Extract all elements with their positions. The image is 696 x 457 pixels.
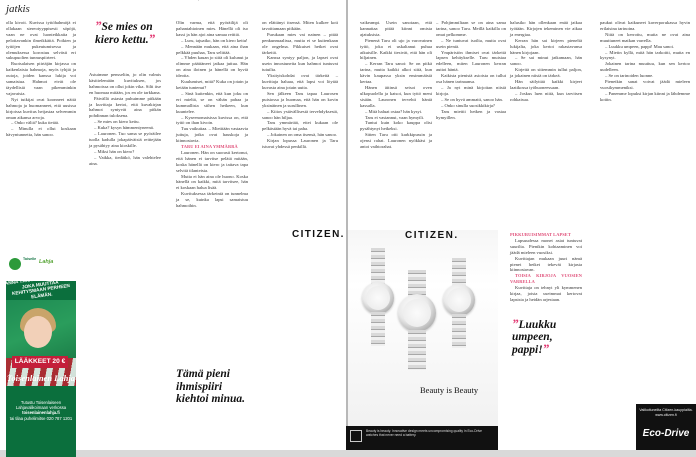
paragraph: Jokainen tarina muuttuu, kun sen kertoo uudelleen. bbox=[600, 61, 690, 73]
paragraph: Sitten Taru otti karkkipussin ja ojensi rahat. Lauronen nyökkäsi ja antoi vaihtorahat. bbox=[360, 132, 432, 150]
paragraph: Pienenä Taru oli ujo ja varovainen tyttö, joka ei uskaltanut puhua aikuisille. Kaikki tiesivät, että hän oli hiljainen. bbox=[360, 37, 432, 61]
paragraph: Lauronen. Hän on suorasti kertonut, että hänen ei tarvitse pelätä mitään, koska hänellä on kiero ja taitava tapa selvitä tilanteista. bbox=[176, 149, 248, 173]
left-page bbox=[0, 0, 346, 450]
paragraph: Kanssa syntyy paljon, ja lapset ovat usein innostuneita kun hahmot tuntuvat tutuilta. bbox=[262, 55, 338, 73]
watch-face bbox=[366, 286, 390, 310]
article-column-7 bbox=[510, 20, 582, 232]
paragraph: Kaikista pienistä asioista on tullut osa hänen tarinaansa. bbox=[436, 73, 506, 85]
article-column-6 bbox=[436, 20, 506, 232]
paragraph: Taru ymmärtää, ettei kukaan ole pelkästään hyvä tai paha. bbox=[262, 120, 338, 132]
paragraph: Kirjeitä on sittemmin tullut paljon, ja jokainen niistä on tärkeä. bbox=[510, 67, 582, 79]
watch-face bbox=[447, 288, 471, 312]
paragraph: Ympäristön ihmiset ovat tärkeitä lapsen kehitykselle. Taru muistaa edelleen, miten Lauronen kerran auttoi häntä. bbox=[436, 49, 506, 73]
paragraph: – Mietin kyllä, mitä hän tarkoitti, mutta en kysynyt. bbox=[600, 49, 690, 61]
paragraph: Hänen äitinsä seisoi oven ulkopuolella ja katsoi, kun tyttö meni sisään. Lauronen tervehti häntä kassalla. bbox=[360, 84, 432, 108]
watch-band bbox=[452, 314, 466, 348]
paragraph: – Se sai minut jatkamaan, hän sanoo. bbox=[510, 55, 582, 67]
eco-drive-badge[interactable] bbox=[636, 404, 696, 450]
watch-band-spacer bbox=[198, 0, 199, 1]
quote-mark: ” bbox=[148, 31, 156, 46]
paragraph: – Joskus luen niitä, kun tarvitsen rohkaisua. bbox=[510, 90, 582, 102]
paragraph: Sen jälkeen Taru tapaa Laurosen puistossa ja huomaa, että hän on kovin yksinäinen ja surullinen. bbox=[262, 90, 338, 108]
ad-footer bbox=[6, 396, 76, 457]
citizen-logo: CITIZEN. bbox=[405, 230, 459, 241]
paragraph: Mutta ei hän aina ole huono. Koska hänellä on kaikki, mitä tarvitsee, hän ei koskaan halua lisää. bbox=[176, 173, 248, 191]
paragraph: – Luukku umpeen, pappi! Mau sanoi. bbox=[605, 43, 675, 49]
ad-slogan: ANNA TÄNÄ JOULUNA LAHJA, JOKA MUUTTAA KEHITYSMAAN PERHEEN ELÄMÄN. bbox=[4, 271, 75, 300]
citizen-tagline: Beauty is Beauty bbox=[420, 385, 479, 395]
paragraph: – Kuka? kysyn hämmentyneenä. bbox=[94, 125, 154, 131]
paragraph: – Kyseenomaisissa kuvissa on, että tyttö on ihan kivoin. bbox=[176, 114, 248, 126]
watch-band bbox=[408, 330, 426, 370]
paragraph: Taru miettii hetken ja vastaa hymyillen. bbox=[436, 108, 506, 120]
paragraph: vaikeampi. Usein sanotaan, että kannattaa pitää kiinni omista ajatuksista. bbox=[360, 20, 432, 37]
running-head: jatkis bbox=[6, 3, 30, 15]
paragraph: Yksityiskohdat ovat tärkeitä – kuvittaja haluaa, että lapsi voi löytää kuvasta aina jotain uutta. bbox=[262, 73, 338, 90]
ad-script-title: Toisenlainen Lahja bbox=[7, 373, 75, 383]
paragraph: Ruotsalaisen piirtäjän kirjassa on kaikenlaisia hahmoja, myös tyhjiä ja outoja, joiden kanssa lukija voi samaistua. Hahmot eivät ole täydellisiä vaan pikemminkin vajavaisia. bbox=[6, 61, 76, 96]
subheading: TARU EI AINA YMMÄRRÄ bbox=[181, 144, 238, 150]
paragraph: – Ne tuntuvat isoilta, mutta ovat usein pieniä. bbox=[436, 37, 506, 49]
paragraph: Kuvittajan mukaan juuri nämä pienet hetket tekevät kirjasta kiinnostavan. bbox=[510, 255, 582, 273]
paragraph: Kuvittaja on tehnyt yli kymmenen kirjaa, joista useimmat kertovat lapsista ja heidän arjestaan. bbox=[510, 285, 582, 302]
watch-face bbox=[403, 299, 431, 327]
article-column-3 bbox=[176, 20, 248, 360]
paragraph: Niitä on kerrottu, mutta ne ovat aina muuttuneet matkan varrella. bbox=[600, 31, 690, 43]
citizen-mark-icon bbox=[350, 430, 362, 442]
ad-footer-phone: tai tilaa puhelimitse 020 787 1201 bbox=[9, 415, 73, 421]
paragraph: Lapsuudessa monet asiat tuntuvat suurilta. Pienikin kohtaaminen voi jäädä mieleen vuosiksi. bbox=[510, 237, 582, 255]
paragraph: Tuntui kuin koko kauppa olisi pysähtynyt hetkeksi. bbox=[360, 120, 432, 132]
paragraph: Pienetkin sanat voivat jäädä mieleen vuosikymmeniksi. bbox=[600, 79, 690, 90]
paragraph: Nyt tutkijat ovat koonneet näitä hahmoja ja huomanneet, että uusissa kirjoissa kuvitus heijastaa selvemmin oman aikansa arvoja. bbox=[6, 96, 76, 120]
paragraph: – Mitä haluat ostaa? hän kysyi. bbox=[365, 108, 423, 114]
article-column-5 bbox=[360, 20, 432, 232]
globe-icon bbox=[9, 258, 21, 270]
paragraph: Kirjan lopussa Lauronen ja Taru istuvat yhdessä penkillä. bbox=[262, 138, 338, 150]
article-column-7b bbox=[510, 232, 582, 322]
quote-mark: ” bbox=[95, 18, 102, 33]
paragraph: – Yhden kauan jo siitä oli kulunut ja olimme päättäneet jatkaa juttua. Hän on aina iloinen ja hänellä on hyviä ideoita. bbox=[176, 55, 248, 79]
child-face-shape bbox=[24, 316, 52, 348]
paragraph: – Pohjimmiltaan se on aina sama tarina, sanoo Taru. Meillä kaikilla on omat pelkomme. bbox=[436, 20, 506, 37]
citizen-logo: CITIZEN. bbox=[292, 229, 345, 240]
paragraph: – Kiitos ystävällisestä tervehdyksestä, sanoo hän hiljaa. bbox=[262, 108, 338, 120]
paragraph: Kuulumiset, mitä? Kuka on jotain ja ketään tuntenut? bbox=[176, 79, 248, 90]
paragraph: on elättänyt itsensä. Miten kulkee koti tavoittamaan pitkään. bbox=[262, 20, 338, 31]
paragraph: Olin varma, että pyöräilijä oli pahantahtoinen mies. Hänellä oli iso kassi ja hän ajoi aina samaa reittiä. bbox=[176, 20, 248, 37]
charity-advertisement[interactable] bbox=[6, 254, 76, 450]
citizen-ad-panel[interactable] bbox=[348, 230, 498, 450]
paragraph: – Luru, tajuatko, hän on kiero kettu! bbox=[181, 37, 248, 43]
pull-quote-text: Tämä pieni ihmispiiri kiehtoi minua. bbox=[176, 368, 246, 405]
paragraph: – Se on tarinoiden luonne. bbox=[605, 73, 654, 79]
paragraph: Taru ei vastannut, vaan hymyili. bbox=[365, 114, 425, 120]
eco-drive-retail-text: Valikoituneilta Citizen-kauppiailta. www.citizen.fi bbox=[639, 408, 693, 417]
quote-mark: ” bbox=[542, 341, 550, 356]
paragraph: – Se on hyvä ammatti, sanoo hän. bbox=[441, 96, 504, 102]
watch-icon bbox=[362, 282, 394, 314]
citizen-fine-print: Beauty is beauty. Innovative design meets uncompromising quality in Eco-Drive watches that never need a battery. bbox=[366, 429, 482, 438]
paragraph: – Sinä kuitenkin, että kun joku on eri mieltä, se on vähän pahaa ja kummallista siihen hetkeen, kun kuuntelee. bbox=[176, 90, 248, 114]
ad-footer-url[interactable]: toisenlainenlahja.fi bbox=[22, 410, 60, 416]
ad-brand-name: Lahja bbox=[39, 259, 54, 265]
paragraph: – Jokainen on oma itsensä, hän sanoo. bbox=[267, 132, 338, 138]
paragraph: – Onko väliä? kuka tietää. bbox=[11, 120, 60, 126]
paragraph: – Panemme lopuksi kirjan kiinni ja lähdemme kotiin. bbox=[600, 90, 690, 102]
article-column-1 bbox=[6, 20, 76, 252]
paragraph: – Kerran Taru sanoi: Se on pitkä tarina, mutta kaikki alkoi siitä, kun kävin kaupassa yksin ensimmäistä kertaa. bbox=[360, 61, 432, 85]
citizen-footer-bar bbox=[346, 426, 498, 450]
paragraph: – Miksi hän on kiero? bbox=[94, 148, 135, 154]
paragraph: paukut olivat kaikuneet kaverporukassa hyvin erilaisina tarinoina. bbox=[600, 20, 690, 31]
pull-quote-kettu bbox=[95, 20, 165, 46]
paragraph: – Mennään mukaan, että aina ihan pelkkää puuhaa, Taru selittää. bbox=[176, 43, 248, 55]
paragraph: Astuimme pensseliin, jo olin valmis käsittelemään kuvituksen, jos hahmoissa on ollut jokin vika. Silti itse en huomaa mitään, jos en ole tarkkana. bbox=[89, 72, 161, 95]
watch-band bbox=[371, 312, 385, 346]
watch-icon bbox=[398, 294, 436, 332]
paragraph: Kuvituksessa tärkeintä on tunnelma ja se, kuinka lapsi samaistuu hahmoihin. bbox=[176, 191, 248, 209]
subheading: TOISIA KIRJOJA VUOSIEN VARRELLA bbox=[510, 273, 582, 285]
paragraph: Hän säilyttää kaikki kirjeet laatikossa työhuoneessaan. bbox=[510, 79, 582, 90]
paragraph: – Vaikka, tiedätkö, hän valehtelee aina. bbox=[89, 154, 161, 166]
eco-drive-logo: Eco-Drive bbox=[642, 428, 690, 439]
paragraph: Purukaan mies vai nainen – pitää penkunmaalissa, mutta ei se kuitenkaan ole ongelma. Pikkuiset hetket ovat tärkeitä. bbox=[262, 31, 338, 55]
paragraph: – Lauronen. Tuo sama se pyöräilee tuolla kadulla jokapäiväisiä reittejään ja pysähtyy aina kioskille. bbox=[89, 131, 161, 148]
pull-quote-text: Se mies on kiero kettu. bbox=[95, 21, 153, 46]
ad-footer-text: Tutustu Toisenlaiseen Lahjavalikoimaan verkossa bbox=[15, 400, 67, 411]
article-column-8 bbox=[600, 20, 690, 400]
subheading: PIKKURUISIMMAT LAPSET bbox=[510, 232, 571, 237]
ad-price-tag: LÄÄKKEET 20 € bbox=[12, 356, 68, 368]
paragraph: Kerran hän sai kirjeen pieneltä lukijalta, joka kertoi rakastavansa hänen kirjojaan. bbox=[510, 37, 582, 55]
article-column-2 bbox=[89, 72, 161, 447]
paragraph: halusiko hän ollenkaan enää jatkaa työtään. Kirjojen tekeminen vie aikaa ja energiaa. bbox=[510, 20, 582, 37]
paragraph: olla kivoit. Kuvissa tyttöhahmöjä ei ollakaan stereotyyppisesti söpöjä, vaan ne ovat luonteikkaita ja pelottavankin ilmeikkäitä. Poikien ja tyttöjen pukeutumisessa ja olemuksessa korostuu selvästi eri sukupuolten tunnuspiirteet. bbox=[6, 20, 76, 61]
quote-mark: ” bbox=[512, 316, 519, 331]
paragraph: Tuu vaikuttaa. – Mietitään vastaavia juttuja, jotka ovat hauskoja ja kiinnostavia. bbox=[176, 126, 248, 144]
paragraph: – Onko sinulla suosikkikirja? bbox=[441, 102, 495, 108]
paragraph: Päivällä asiasta puhuimme pitkään ja kuvittaja kertoi, että kuvakirjan hahmot syntyvät aina pitkän pohdinnan tuloksena. bbox=[89, 95, 161, 119]
paragraph: – Minulla ei ollut koskaan hävyntunnetta, hän sanoo. bbox=[6, 126, 76, 138]
ad-brand-line: Toiselle bbox=[23, 257, 37, 261]
pull-quote-ihmispiiri bbox=[176, 368, 252, 406]
pull-quote-text: Luukku umpeen, pappi! bbox=[512, 319, 557, 356]
paragraph: – Se mies on kiero kettu. bbox=[94, 119, 140, 125]
paragraph: – Ja nyt minä kirjoitan niistä kirjoja. bbox=[436, 84, 506, 96]
pull-quote-luukku bbox=[512, 318, 584, 356]
watch-icon bbox=[443, 284, 475, 316]
